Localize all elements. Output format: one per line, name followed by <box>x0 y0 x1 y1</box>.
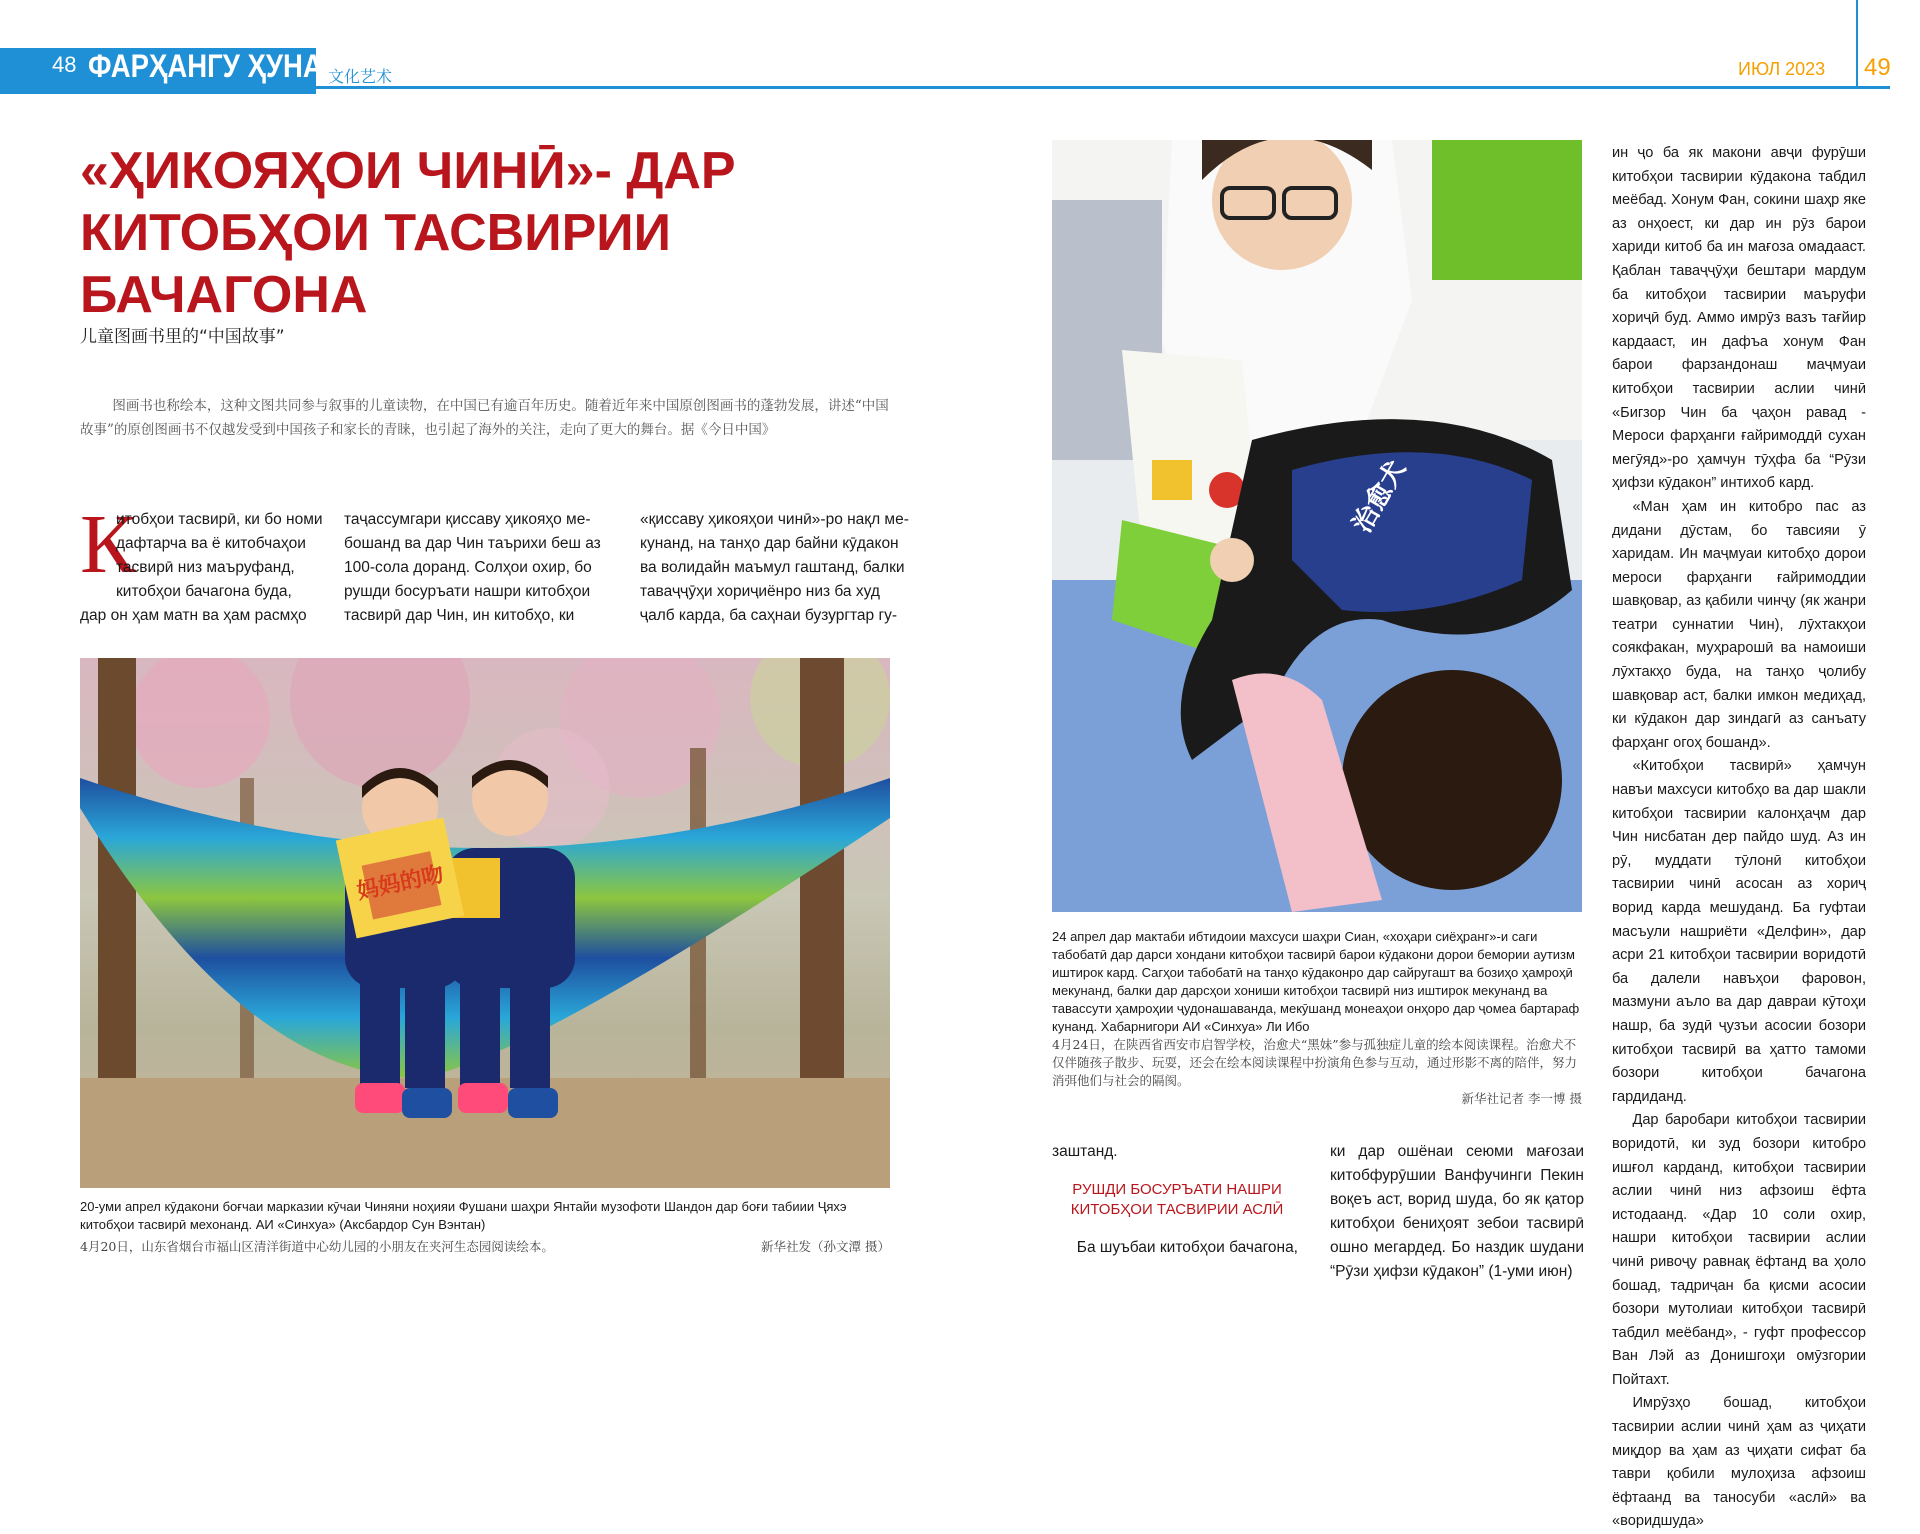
article-title-line: «ҲИКОЯҲОИ ЧИНӢ»- ДАР <box>80 142 736 200</box>
article-title-line: КИТОБҲОИ ТАСВИРИИ <box>80 204 672 262</box>
photo2-caption-cn-text: 4月24日，在陕西省西安市启智学校，治愈犬“黑妹”参与孤独症儿童的绘本阅读课程。治愈犬不仅伴随孩子散步、玩耍，还会在绘本阅读课程中扮演角色参与互动，通过形影不离的陪伴，努力消弭他们与社会的隔阂。 <box>1052 1037 1578 1088</box>
article-title-line: БАЧАГОНА <box>80 266 368 324</box>
body-column-3 <box>640 508 908 628</box>
body-column-4 <box>1052 1140 1302 1164</box>
body-column-6 <box>1612 142 1866 1534</box>
header-rule <box>0 86 1890 89</box>
text-line: ва волидайн маъмул гаштанд, балки <box>640 559 905 576</box>
section-title-cn: 文化艺术 <box>328 67 393 86</box>
photo1-caption: 20-уми апрел кӯдакони боғчаи марказии кӯчаи Чиняни ноҳияи Фушани шаҳри Янтайи музофоти Шандон дар боғи табиии Ҷяхэ китобҳои тасвирӣ мехонанд. АИ «Синхуа» (Аксбардор Сун Вэнтан) <box>80 1199 847 1232</box>
book-cover-title: 妈妈的吻 <box>354 862 447 905</box>
paragraph: ин ҷо ба як макони авҷи фурӯши китобҳои тасвирии кӯдакона табдил меёбад. Хонум Фан, сокини шаҳр яке аз онҳоест, ки дар ин рӯз барои хариди китоб ба ин мағоза омадааст. Қаблан таваҷҷӯҳи бештари мардум ба китобҳои тасвирии маъруфи хориҷӣ буд. Аммо имрӯз вазъ тағйир кардааст, ин дафъа хонум Фан барои фарзандонаш маҷмуаи китобҳои тасвирии аслии чинӣ «Бигзор Чин ба ҷаҳон равад - Мероси фарҳанги ғайримоддӣ сухан мегӯяд»-ро ҳамчун тӯҳфа ба “Рӯзи ҳифзи кӯдакон” интихоб кард. <box>1612 145 1866 492</box>
lead-paragraph-cn: 图画书也称绘本，这种文图共同参与叙事的儿童读物，在中国已有逾百年历史。随着近年来中国原创图画书的蓬勃发展，讲述“中国故事”的原创图画书不仅越发受到中国孩子和家长的青睐，也引起了海外的关注，走向了更大的舞台。据《今日中国》 <box>80 398 889 438</box>
text-line: бошанд ва дар Чин таърихи беш аз <box>344 535 601 552</box>
photo-children-hammock <box>80 658 890 1188</box>
photo1-credit-cn: 新华社发（孙文潭 摄） <box>761 1239 890 1254</box>
text-line: ҷалб карда, ба саҳнаи бузургтар гу- <box>640 607 898 624</box>
text-line: итобҳои тасвирӣ, ки бо номи <box>116 511 323 528</box>
section-title: ФАРҲАНГУ ҲУНАР <box>88 48 342 84</box>
text-line: тасвирӣ дар Чин, ин китобҳо, ки <box>344 607 575 624</box>
body-column-1 <box>80 498 342 628</box>
subheading-line: РУШДИ БОСУРЪАТИ НАШРИ <box>1072 1181 1282 1198</box>
paragraph: Дар баробари китобҳои тасвирии воридотӣ, ки зуд бозори китобро ишғол карданд, китобҳои тасвирии аслии чинӣ низ афзоиш ёфта истодаанд. «Дар 10 соли охир, нашри китобҳои тасвирии аслии чинӣ ривоҷу равнақ ёфтанд ва ҳоло бошад, тадриҷан ба қисми асосии бозори мутолиаи китобҳои тасвирӣ табдил меёбанд», - гуфт профессор Ван Лэй аз Донишгоҳи омӯзгории Пойтахт. <box>1612 1112 1866 1388</box>
body-column-2 <box>344 508 612 628</box>
section-subheading <box>1052 1180 1302 1220</box>
page-number-right: 49 <box>1864 54 1891 81</box>
paragraph: Ба шуъбаи китобҳои бачагона, <box>1076 1239 1298 1256</box>
subheading-line: КИТОБҲОИ ТАСВИРИИ АСЛӢ <box>1070 1201 1284 1218</box>
photo1-caption-cn-text: 4月20日，山东省烟台市福山区清洋街道中心幼儿园的小朋友在夹河生态园阅读绘本。 <box>80 1239 554 1254</box>
photo1-caption-cn <box>80 1238 890 1256</box>
paragraph: ки дар ошёнаи сеюми мағозаи китобфурӯшии Ванфучинги Пекин воқеъ аст, ворид шуда, бо як қатор китобҳои бениҳоят зебои тасвирӣ ошно мегардед. Бо наздик шудани “Рӯзи ҳифзи кӯдакон” (1-уми июн) <box>1330 1143 1584 1280</box>
text-line: дафтарча ва ё китобчаҳои <box>116 535 306 552</box>
hammock-photo-illustration <box>80 658 890 1188</box>
issue-date: ИЮЛ 2023 <box>1738 59 1826 79</box>
text-line: «қиссаву ҳикояҳои чинӣ»-ро нақл ме- <box>640 511 909 528</box>
text-line: таваҷҷӯҳи хориҷиёнро низ ба худ <box>640 583 880 600</box>
photo-therapy-dog <box>1052 140 1582 912</box>
text-line: китобҳои бачагона буда, <box>116 583 292 600</box>
text-line: дар он ҳам матн ва ҳам расмҳо <box>80 607 307 624</box>
text-line: кунанд, на танҳо дар байни кӯдакон <box>640 535 899 552</box>
dog-vest-text: 治愈犬 <box>1347 455 1413 538</box>
paragraph: Имрӯзҳо бошад, китобҳои тасвирии аслии чинӣ ҳам аз ҷиҳати миқдор ва ҳам аз ҷиҳати сифат ба таври қобили мулоҳиза афзоиш ёфтаанд ва таносуби «аслӣ» ва «воридшуда» <box>1612 1395 1866 1530</box>
text-line: таҷассумгари қиссаву ҳикояҳо ме- <box>344 511 591 528</box>
text-line: рушди босуръати нашри китобҳои <box>344 583 591 600</box>
photo2-caption: 24 апрел дар мактаби ибтидоии махсуси шаҳри Сиан, «хоҳари сиёҳранг»-и саги табобатӣ дар дарси хондани китобҳои тасвирӣ барои кӯдакони дорои бемории аутизм иштирок кард. Сагҳои табобатӣ на танҳо кӯдаконро дар сайругашт ва бозиҳо ҳамроҳӣ мекунанд, балки дар дарсҳои хониши китобҳои тасвирӣ низ иштирок мекунанд ва тавассути ҳамроҳии ҷудонашаванда, мекӯшанд монеаҳои онҳоро дар ҷомеа бартараф кунанд. Хабарнигори АИ «Синхуа» Ли Ибо <box>1052 929 1580 1034</box>
text-line: тасвирӣ низ маъруфанд, <box>116 559 295 576</box>
photo2-caption-cn <box>1052 1036 1582 1108</box>
article-subtitle-cn: 儿童图画书里的“中国故事” <box>80 327 285 347</box>
header-vertical-rule <box>1856 0 1858 88</box>
drop-cap: К <box>80 498 137 591</box>
text-line: 100-сола доранд. Солҳои охир, бо <box>344 559 592 576</box>
therapy-dog-photo-illustration <box>1052 140 1582 912</box>
page-number-left: 48 <box>52 52 77 77</box>
paragraph: «Ман ҳам ин китобро пас аз дидани дӯстам, бо тавсияи ӯ харидам. Ин маҷмуаи китобҳо дорои мероси фарҳанги ғайримоддии шавқовар, аз қабили чинҷу (як жанри театри суннатии Чин), лӯхтакҳои соякфакан, муҳрарошӣ ва намоиши лӯхтакҳо буда, на танҳо ҷолибу шавқовар аст, балки имкон медиҳад, ки кӯдакон дар зиндагӣ аз санъату фарҳанг огоҳ бошанд». <box>1612 498 1866 751</box>
body-column-4b <box>1052 1236 1302 1260</box>
photo2-credit-cn: 新华社记者 李一博 摄 <box>1461 1091 1582 1106</box>
paragraph-end: заштанд. <box>1052 1143 1118 1160</box>
body-column-5 <box>1330 1140 1584 1284</box>
article-title <box>80 140 760 326</box>
paragraph: «Китобҳои тасвирӣ» ҳамчун навъи махсуси китобҳо ва дар шакли китобҳои тасвирии калонҳаҷм дар Чин нисбатан дер пайдо шуд. Аз ин рӯ, муддати тӯлонӣ китобҳои тасвирии чинӣ асосан аз хориҷ ворид карда мешуданд. Ба гуфтаи масъули нашриёти «Делфин», дар асри 21 китобҳои тасвирии воридотӣ ба далели навъҳои фаровон, мазмуни аъло ва дар давраи кӯтоҳи нашр, ба зудӣ ҷузъи асосии бозори китобҳои тасвирӣ ва ҳатто тамоми бозори китобҳои бачагона гардиданд. <box>1612 758 1866 1105</box>
